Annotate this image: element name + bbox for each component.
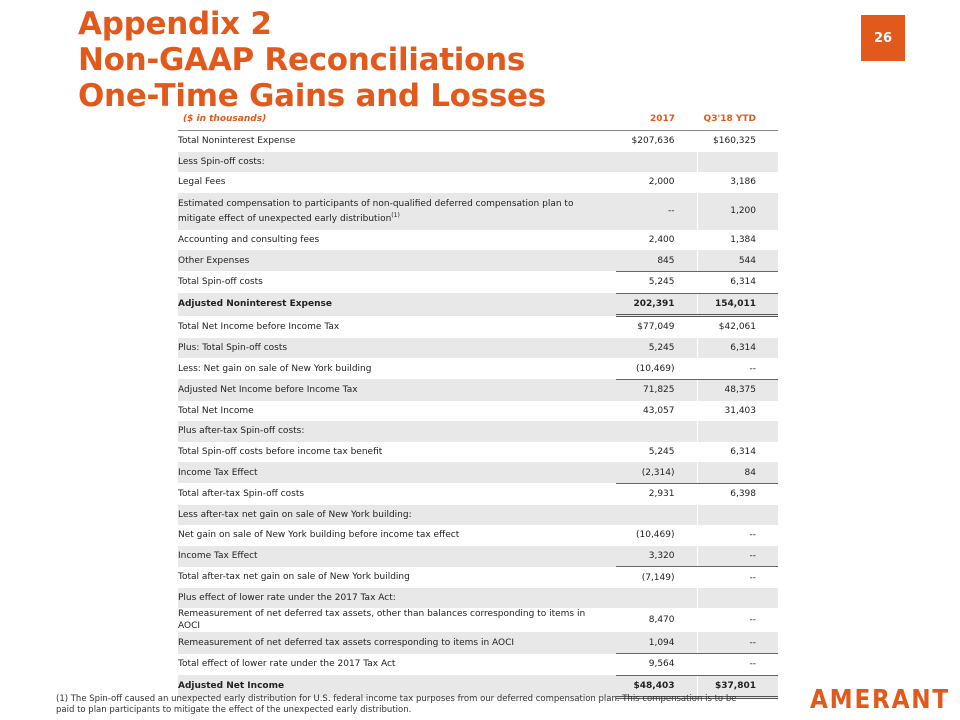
- table-row: [178, 588, 778, 609]
- row-value-2017: 5,245: [616, 271, 697, 293]
- row-value-q3-ytd: 154,011: [697, 293, 778, 316]
- table-header-row: [178, 108, 778, 131]
- row-value-2017: 1,094: [616, 632, 697, 653]
- table-row: [178, 546, 778, 567]
- row-label: Legal Fees: [178, 177, 226, 188]
- row-label: Remeasurement of net deferred tax assets corresponding to items in AOCI: [178, 632, 616, 653]
- column-header-2017: 2017: [616, 108, 697, 131]
- row-value-2017: --: [616, 193, 697, 230]
- row-value-q3-ytd: --: [749, 615, 756, 626]
- footnote-marker: (1): [391, 211, 400, 219]
- table-row: [178, 401, 778, 422]
- row-value-q3-ytd: --: [697, 632, 778, 653]
- row-value-2017: 5,245: [616, 442, 697, 463]
- table-row: [178, 525, 778, 546]
- units-label: ($ in thousands): [178, 108, 616, 131]
- page-number-badge: [861, 15, 905, 61]
- row-label: Total Noninterest Expense: [178, 136, 296, 147]
- row-value-2017: 71,825: [616, 379, 697, 400]
- row-label: Income Tax Effect: [178, 462, 616, 483]
- row-value-2017: [616, 505, 697, 526]
- table-row: [178, 230, 778, 251]
- row-value-q3-ytd: 6,314: [697, 271, 778, 293]
- title-line-2: Non-GAAP Reconciliations: [78, 42, 525, 78]
- row-value-q3-ytd: 3,186: [730, 177, 756, 188]
- table-row: [178, 567, 778, 588]
- row-label: Adjusted Noninterest Expense: [178, 293, 616, 316]
- row-value-q3-ytd: 48,375: [697, 379, 778, 400]
- row-value-q3-ytd: [697, 588, 778, 609]
- table-row: [178, 379, 778, 400]
- column-header-q3-ytd: Q3'18 YTD: [697, 108, 778, 131]
- page-title: [78, 6, 546, 114]
- row-value-2017: (10,469): [616, 358, 697, 379]
- row-label: Income Tax Effect: [178, 546, 616, 567]
- row-value-2017: 2,000: [616, 172, 697, 193]
- row-value-q3-ytd: 6,314: [697, 338, 778, 359]
- table-row: [178, 293, 778, 316]
- row-label: Total Spin-off costs before income tax benefit: [178, 447, 383, 458]
- row-value-2017: (7,149): [616, 567, 697, 588]
- row-label: Total after-tax Spin-off costs: [178, 488, 305, 499]
- row-label: Plus: Total Spin-off costs: [178, 338, 616, 359]
- table-row: [178, 442, 778, 463]
- page-number: 26: [873, 30, 893, 46]
- row-value-2017: [616, 421, 697, 442]
- table-row: [178, 505, 778, 526]
- table-row: [178, 316, 778, 338]
- row-value-q3-ytd: 1,200: [697, 193, 778, 230]
- row-value-q3-ytd: --: [749, 572, 756, 583]
- row-value-2017: 2,931: [616, 483, 697, 504]
- row-label: Total Net Income before Income Tax: [178, 321, 340, 332]
- row-value-q3-ytd: 6,398: [730, 489, 756, 500]
- row-value-q3-ytd: [697, 421, 778, 442]
- row-value-2017: [616, 588, 697, 609]
- row-value-2017: $77,049: [616, 316, 697, 338]
- table-row: [178, 172, 778, 193]
- row-value-q3-ytd: [697, 505, 778, 526]
- row-value-q3-ytd: 31,403: [724, 405, 756, 416]
- row-value-2017: 202,391: [616, 293, 697, 316]
- row-label: Less: Net gain on sale of New York building: [178, 363, 372, 374]
- row-label: Adjusted Net Income: [178, 675, 616, 698]
- table-row: [178, 338, 778, 359]
- row-label-text: Estimated compensation to participants of non-qualified deferred compensation plan to mitigate effect of unexpected early distribution: [178, 198, 574, 224]
- title-line-1: Appendix 2: [78, 6, 272, 42]
- row-value-2017: 43,057: [616, 401, 697, 422]
- row-value-2017: 3,320: [616, 546, 697, 567]
- row-label: Plus effect of lower rate under the 2017 Tax Act:: [178, 588, 616, 609]
- row-value-2017: 5,245: [616, 338, 697, 359]
- table-row: [178, 193, 778, 230]
- row-label: Accounting and consulting fees: [178, 235, 320, 246]
- row-value-2017: $48,403: [616, 675, 697, 698]
- row-label: Less after-tax net gain on sale of New York building:: [178, 505, 616, 526]
- row-value-2017: (10,469): [616, 525, 697, 546]
- row-value-q3-ytd: --: [697, 546, 778, 567]
- row-label: Plus after-tax Spin-off costs:: [178, 421, 616, 442]
- row-value-q3-ytd: --: [749, 530, 756, 541]
- row-label: Total effect of lower rate under the 2017 Tax Act: [178, 659, 396, 670]
- row-value-q3-ytd: $42,061: [718, 322, 756, 333]
- row-value-q3-ytd: 6,314: [730, 447, 756, 458]
- row-value-2017: (2,314): [616, 462, 697, 483]
- row-value-q3-ytd: [697, 152, 778, 173]
- row-value-q3-ytd: --: [697, 358, 778, 379]
- row-value-q3-ytd: --: [697, 654, 778, 676]
- table-row: [178, 462, 778, 483]
- row-label: Remeasurement of net deferred tax assets, other than balances corresponding to items in AOCI: [178, 609, 586, 632]
- row-value-2017: 9,564: [616, 654, 697, 676]
- row-label: Less Spin-off costs:: [178, 152, 616, 173]
- amerant-logo: [810, 686, 955, 712]
- table-row: [178, 421, 778, 442]
- table-row: [178, 271, 778, 293]
- table-row: [178, 250, 778, 271]
- row-label: Total Spin-off costs: [178, 277, 263, 288]
- table-row: [178, 358, 778, 379]
- row-value-q3-ytd: $37,801: [697, 675, 778, 698]
- table-row: [178, 608, 778, 632]
- row-value-2017: 8,470: [616, 608, 697, 632]
- row-value-2017: $207,636: [616, 131, 697, 152]
- row-label: Total Net Income: [178, 405, 254, 416]
- footnote: (1) The Spin-off caused an unexpected early distribution for U.S. federal income tax purposes from our deferred compensation plan. This compensation is to be paid to plan participants to mitigate the effect of the unexpected early distribution.: [56, 694, 737, 715]
- row-value-q3-ytd: 84: [697, 462, 778, 483]
- reconciliation-table: [178, 108, 778, 699]
- row-label: Other Expenses: [178, 250, 616, 271]
- row-value-q3-ytd: 544: [697, 250, 778, 271]
- row-label: [178, 193, 616, 230]
- table-row: [178, 654, 778, 676]
- row-label: Net gain on sale of New York building before income tax effect: [178, 530, 460, 541]
- table-row: [178, 632, 778, 653]
- row-label: Total after-tax net gain on sale of New York building: [178, 572, 410, 583]
- logo-text: AMERANT: [810, 686, 950, 712]
- row-label: Adjusted Net Income before Income Tax: [178, 379, 616, 400]
- row-value-q3-ytd: 1,384: [730, 235, 756, 246]
- row-value-2017: 2,400: [616, 230, 697, 251]
- row-value-2017: [616, 152, 697, 173]
- table-row: [178, 152, 778, 173]
- row-value-2017: 845: [616, 250, 697, 271]
- table-row: [178, 483, 778, 504]
- table-row: [178, 131, 778, 152]
- row-value-q3-ytd: $160,325: [713, 136, 756, 147]
- title-line-3: One-Time Gains and Losses: [78, 78, 546, 114]
